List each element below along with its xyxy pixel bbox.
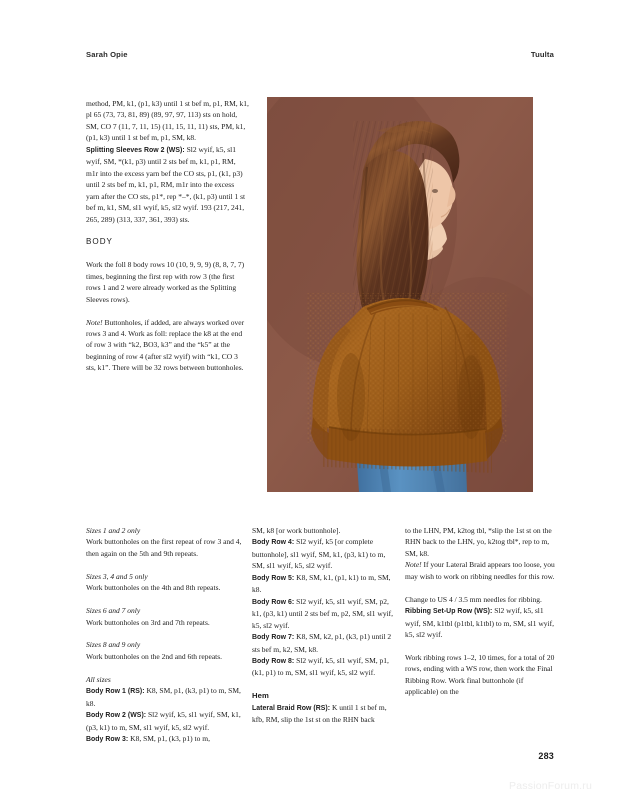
body-row-4 bbox=[252, 536, 399, 571]
body-row-2 bbox=[86, 709, 249, 733]
body-row-1 bbox=[86, 685, 249, 709]
section-heading-body: BODY bbox=[86, 237, 113, 247]
splitting-sleeves-row2-label: Splitting Sleeves Row 2 (WS): bbox=[86, 146, 185, 154]
lateral-braid-row bbox=[252, 702, 399, 726]
running-head-title: Tuulta bbox=[530, 50, 554, 59]
page-number: 283 bbox=[538, 751, 554, 761]
ribbing-set-up-row-label: Ribbing Set-Up Row (WS): bbox=[405, 608, 493, 616]
body-row-6-label: Body Row 6: bbox=[252, 598, 295, 606]
body-row-5-label: Body Row 5: bbox=[252, 574, 295, 582]
body-row-2-label: Body Row 2 (WS): bbox=[86, 712, 147, 720]
size-heading-3-5: Sizes 3, 4 and 5 only bbox=[86, 571, 148, 581]
text-column-1-bottom bbox=[86, 525, 249, 746]
body-row-6 bbox=[252, 596, 399, 631]
paragraph-change-needles: Change to US 4 / 3.5 mm needles for ribbing. bbox=[405, 594, 542, 604]
size-heading-1-2: Sizes 1 and 2 only bbox=[86, 526, 141, 535]
body-row-4-text: Sl2 wyif, k5 [or complete buttonhole], sl1 wyif, SM, k1, (p3, k1) to m, SM, sl1 wyif, k5, sl2 wyif. bbox=[252, 537, 386, 571]
lateral-braid-row-text: K until 1 st bef m, kfb, RM, slip the 1st st on the RHN back bbox=[252, 702, 387, 725]
body-row-7-text: K8, SM, k2, p1, (k3, p1) until 2 sts bef m, k2, SM, k8. bbox=[252, 632, 392, 654]
size-text-8-9: Work buttonholes on the 2nd and 6th repeats. bbox=[86, 651, 223, 661]
body-row-3 bbox=[86, 733, 249, 745]
body-row-7 bbox=[252, 631, 399, 655]
size-heading-all: All sizes bbox=[86, 674, 111, 684]
splitting-sleeves-row2-text: Sl2 wyif, k5, sl1 wyif, SM, *(k1, p3) until 2 sts bef m, k1, p1, RM, m1r into the excess yarn bef the CO sts, p1, (k1, p3) until 2 sts bef m, k1, p1, RM, m1r into the excess yarn after the CO sts, p1*, rep *–*, (k1, p3) until 1 st bef m, k1, SM, sl1 wyif, k5, sl2 wyif. 193 (217, 241, 265, 289) (313, 337, 361, 393) sts. bbox=[86, 144, 246, 224]
body-row-1-label: Body Row 1 (RS): bbox=[86, 688, 145, 696]
body-row-7-label: Body Row 7: bbox=[252, 634, 295, 642]
text-column-3 bbox=[405, 525, 555, 698]
size-text-6-7: Work buttonholes on 3rd and 7th repeats. bbox=[86, 617, 210, 627]
size-text-3-5: Work buttonholes on the 4th and 8th repeats. bbox=[86, 583, 221, 593]
size-heading-8-9: Sizes 8 and 9 only bbox=[86, 640, 141, 650]
text-column-2 bbox=[252, 525, 399, 726]
body-row-8-text: Sl2 wyif, k5, sl1 wyif, SM, p1, (k1, p1) to m, SM, sl1 wyif, k5, sl2 wyif. bbox=[252, 655, 389, 678]
paragraph-final-ribbing: Work ribbing rows 1–2, 10 times, for a total of 20 rows, ending with a WS row, then work the Final Ribbing Row. Work final buttonhole (if applicable) on the bbox=[405, 652, 555, 697]
paragraph-body-rows: Work the foll 8 body rows 10 (10, 9, 9, 9) (8, 8, 7, 7) times, beginning the first rep with row 3 (the first rows 1 and 2 were already worked as the Splitting Sleeves rows). bbox=[86, 260, 245, 304]
note-label: Note! bbox=[86, 317, 103, 327]
lateral-braid-continued: to the LHN, PM, k2tog tbl, *slip the 1st st on the RHN back to the LHN, yo, k2tog tbl*, rep to m, SM, k8. bbox=[405, 526, 552, 558]
body-row-3-label: Body Row 3: bbox=[86, 736, 129, 744]
watermark: PassionForum.ru bbox=[509, 780, 592, 792]
photo-illustration bbox=[267, 97, 533, 492]
ribbing-set-up-row-text: Sl2 wyif, k5, sl1 wyif, SM, k1tbl (p1tbl, k1tbl) to m, SM, sl1 wyif, k5, sl2 wyif. bbox=[405, 606, 554, 640]
subsection-heading-hem: Hem bbox=[252, 691, 269, 701]
body-row-5-text: K8, SM, k1, (p1, k1) to m, SM, k8. bbox=[252, 572, 391, 595]
body-row-4-label: Body Row 4: bbox=[252, 539, 295, 547]
ribbing-set-up-row bbox=[405, 605, 555, 640]
body-row-1-text: K8, SM, p1, (k3, p1) to m, SM, k8. bbox=[86, 686, 241, 708]
paragraph-method: method, PM, k1, (p1, k3) until 1 st bef m, p1, RM, k1, pl 65 (73, 73, 81, 89) (89, 97, 97, 113) sts on hold, SM, CO 7 (11, 7, 11, 15) (11, 15, 11, 11) sts, PM, k1, (p1, k3) until 1 st bef m, p1, SM, k8. bbox=[86, 99, 249, 143]
note-text: Buttonholes, if added, are always worked over rows 3 and 4. Work as foll: replace the k8 at the end of row 3 with “k2, BO3, k3” and the “k5” at the beginning of row 4 (after sl2 wyif) with “k1, CO 3 sts, k1”. There will be 32 rows between buttonholes. bbox=[86, 317, 245, 373]
paragraph-note-buttonholes bbox=[86, 317, 249, 374]
body-row-3-text: K8, SM, p1, (k3, p1) to m, bbox=[128, 734, 210, 744]
body-row-8-label: Body Row 8: bbox=[252, 657, 295, 665]
running-head-author: Sarah Opie bbox=[86, 50, 128, 59]
note-label-lateral: Note! bbox=[405, 560, 422, 570]
note-text-lateral: If your Lateral Braid appears too loose, you may wish to work on ribbing needles for this row. bbox=[405, 560, 555, 581]
body-row-3-continued: SM, k8 [or work buttonhole]. bbox=[252, 526, 341, 535]
body-row-2-text: Sl2 wyif, k5, sl1 wyif, SM, k1, (p3, k1) to m, SM, sl1 wyif, k5, sl2 wyif. bbox=[86, 710, 241, 732]
paragraph-note-lateral-braid bbox=[405, 559, 555, 582]
size-text-1-2: Work buttonholes on the first repeat of row 3 and 4, then again on the 5th and 9th repeats. bbox=[86, 537, 242, 558]
body-row-8 bbox=[252, 655, 399, 679]
body-row-5 bbox=[252, 572, 399, 596]
body-row-6-text: Sl2 wyif, k5, sl1 wyif, SM, p2, k1, (p3, k1) until 2 sts bef m, p2, SM, sl1 wyif, k5, sl2 wyif. bbox=[252, 596, 394, 630]
size-heading-6-7: Sizes 6 and 7 only bbox=[86, 606, 141, 616]
pattern-photo bbox=[267, 97, 533, 492]
running-head bbox=[86, 50, 554, 59]
text-column-1-top bbox=[86, 98, 249, 374]
lateral-braid-row-label: Lateral Braid Row (RS): bbox=[252, 704, 331, 712]
paragraph-splitting-sleeves-row2 bbox=[86, 144, 249, 225]
